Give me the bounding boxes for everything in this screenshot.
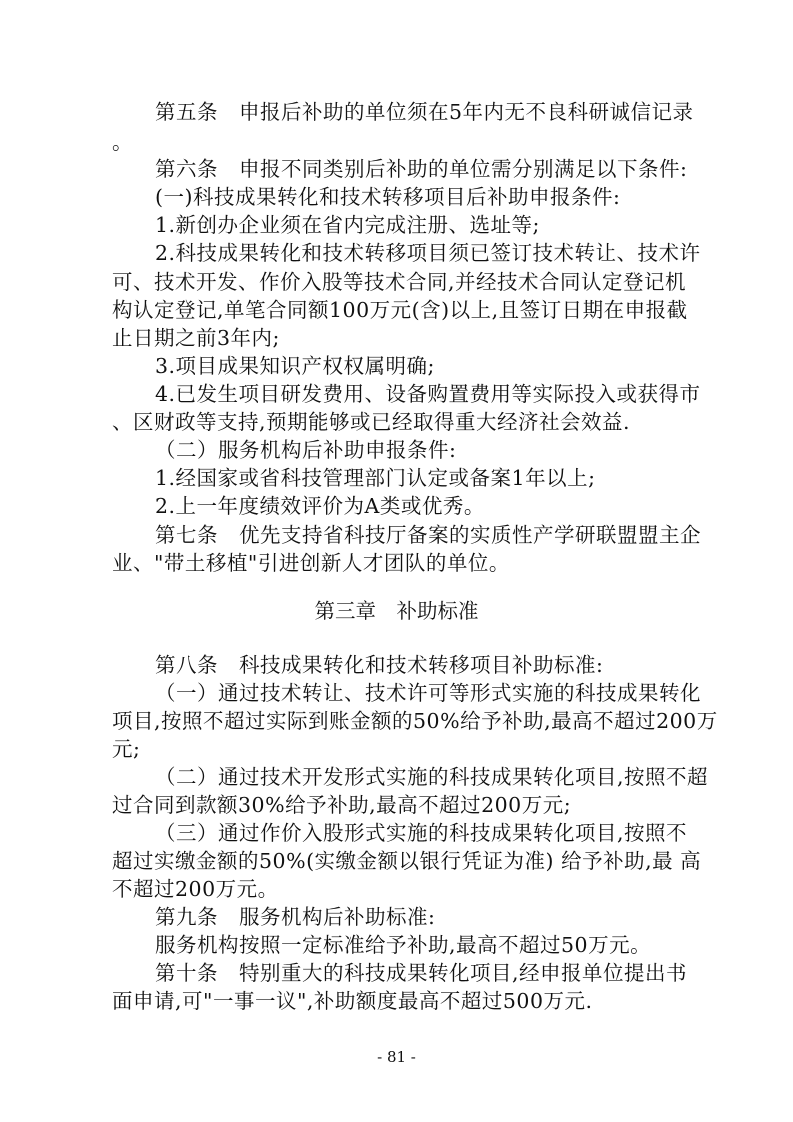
text-line: 不超过200万元。	[112, 877, 279, 901]
text-line: 过合同到款额30%给予补助,最高不超过200万元;	[112, 793, 572, 817]
text-line: 服务机构按照一定标准给予补助,最高不超过50万元。	[155, 933, 652, 957]
text-line: 超过实缴金额的50%(实缴金额以银行凭证为准) 给予补助,最 高	[112, 849, 702, 873]
text-line: 2.上一年度绩效评价为A类或优秀。	[155, 494, 485, 518]
text-line: 业、"带土移植"引进创新人才团队的单位。	[112, 551, 510, 575]
text-line: 第八条 科技成果转化和技术转移项目补助标准:	[155, 653, 604, 677]
text-line: 第六条 申报不同类别后补助的单位需分别满足以下条件:	[155, 157, 688, 181]
text-line: 面申请,可"一事一议",补助额度最高不超过500万元.	[112, 989, 593, 1013]
text-line: 。	[112, 130, 133, 154]
text-line: 元;	[112, 737, 141, 761]
text-line: 3.项目成果知识产权权属明确;	[155, 354, 435, 378]
chapter-title: 第三章 补助标准	[314, 599, 479, 623]
text-line: 、区财政等支持,预期能够或已经取得重大经济社会效益.	[112, 410, 631, 434]
text-line: 止日期之前3年内;	[112, 326, 280, 350]
text-line: (一)科技成果转化和技术转移项目后补助申报条件:	[155, 185, 621, 209]
text-line: 第五条 申报后补助的单位须在5年内无不良科研诚信记录	[155, 100, 694, 124]
text-line: 项目,按照不超过实际到账金额的50%给予补助,最高不超过200万	[112, 709, 718, 733]
text-line: 第七条 优先支持省科技厅备案的实质性产学研联盟盟主企	[155, 523, 701, 547]
text-line: （二）服务机构后补助申报条件:	[155, 438, 457, 462]
text-line: 1.经国家或省科技管理部门认定或备案1年以上;	[155, 466, 596, 490]
text-line: 第九条 服务机构后补助标准:	[155, 905, 436, 929]
text-line: （二）通过技术开发形式实施的科技成果转化项目,按照不超	[155, 765, 709, 789]
text-line: （一）通过技术转让、技术许可等形式实施的科技成果转化	[155, 681, 701, 705]
text-line: 可、技术开发、作价入股等技术合同,并经技术合同认定登记机	[112, 270, 687, 294]
text-line: 4.已发生项目研发费用、设备购置费用等实际投入或获得市	[155, 382, 701, 406]
text-line: 第十条 特别重大的科技成果转化项目,经申报单位提出书	[155, 961, 688, 985]
text-line: 1.新创办企业须在省内完成注册、选址等;	[155, 213, 540, 237]
page-number: - 81 -	[377, 1048, 416, 1066]
text-line: 2.科技成果转化和技术转移项目须已签订技术转让、技术许	[155, 241, 701, 265]
text-line: 构认定登记,单笔合同额100万元(含)以上,且签订日期在申报截	[112, 298, 688, 322]
text-line: （三）通过作价入股形式实施的科技成果转化项目,按照不	[155, 821, 688, 845]
